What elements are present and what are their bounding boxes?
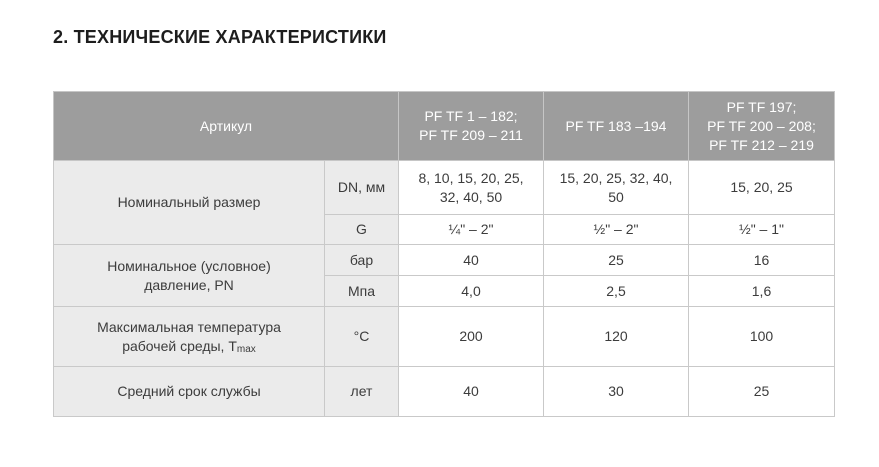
value-cell: 15, 20, 25, 32, 40, 50 [544,161,689,215]
value-cell: 100 [689,307,835,367]
param-label: Номинальное (условное) [107,257,271,274]
header-cell-group-3 [689,92,835,161]
value-cell: 120 [544,307,689,367]
table-row-max-temperature [54,307,835,367]
header-group-line: PF TF 197; [726,98,797,115]
value-cell: ¼" – 2" [399,215,544,245]
value-cell: 8, 10, 15, 20, 25, 32, 40, 50 [399,161,544,215]
table-header-row [54,92,835,161]
header-cell-group-2 [544,92,689,161]
value-cell: 200 [399,307,544,367]
param-label: Максимальная температура [97,318,281,335]
unit-cell-years: лет [325,367,399,417]
table-row-service-life [54,367,835,417]
unit-cell-mpa: Мпа [325,276,399,307]
param-label: давление, PN [144,276,234,293]
value-cell: 40 [399,367,544,417]
param-label [62,337,316,356]
value-cell: 1,6 [689,276,835,307]
page-title: 2. ТЕХНИЧЕСКИЕ ХАРАКТЕРИСТИКИ [53,27,387,47]
param-label: Средний срок службы [117,383,261,399]
param-label-subscript: max [236,343,256,355]
value-cell: 2,5 [544,276,689,307]
unit-cell-bar: бар [325,245,399,276]
header-group-line: PF TF 1 – 182; [424,108,518,124]
value-cell: 25 [544,245,689,276]
param-cell-service-life [54,367,325,417]
table-row-pressure-bar [54,245,835,276]
value-cell: ½" – 1" [689,215,835,245]
param-cell-nominal-size [54,161,325,245]
header-cell-article [54,92,399,161]
value-cell: 25 [689,367,835,417]
param-cell-max-temperature [54,307,325,367]
header-group-line: PF TF 212 – 219 [709,136,814,153]
value-cell: 16 [689,245,835,276]
header-cell-group-1 [399,92,544,161]
param-label-tmax: рабочей среды, T [122,337,237,354]
value-cell: 15, 20, 25 [689,161,835,215]
header-article-label: Артикул [199,117,253,134]
table-row-nominal-size-dn [54,161,835,215]
header-group-line: PF TF 209 – 211 [419,127,523,143]
header-group-line: PF TF 183 –194 [565,117,667,134]
spec-table [53,91,835,417]
unit-cell-dn: DN, мм [325,161,399,215]
value-cell: 40 [399,245,544,276]
unit-cell-g: G [325,215,399,245]
value-cell: 30 [544,367,689,417]
value-cell: 4,0 [399,276,544,307]
param-label: Номинальный размер [117,194,261,210]
param-cell-pressure [54,245,325,307]
value-cell: ½" – 2" [544,215,689,245]
unit-cell-celsius: °C [325,307,399,367]
header-group-line: PF TF 200 – 208; [707,117,816,134]
